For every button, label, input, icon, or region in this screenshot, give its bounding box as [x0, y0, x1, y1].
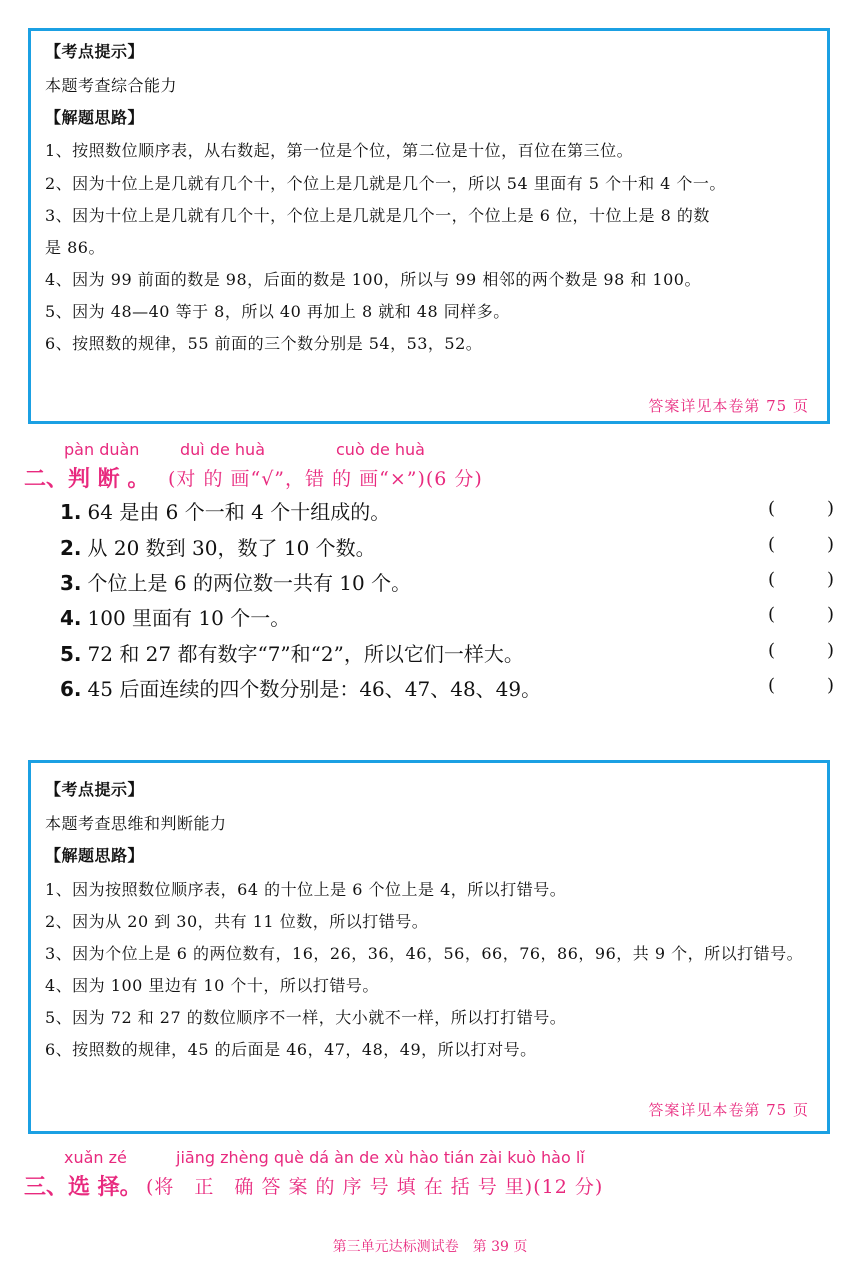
- idea-line: 是 86。: [45, 238, 105, 257]
- question-number: 1.: [60, 500, 82, 524]
- answer-blank[interactable]: [768, 604, 834, 625]
- idea-header: 【解题思路】: [45, 108, 145, 127]
- hint-text: 本题考查思维和判断能力: [45, 814, 227, 833]
- idea-line: 6、按照数的规律，55 前面的三个数分别是 54，53，52。: [45, 334, 483, 353]
- question-number: 6.: [60, 677, 82, 701]
- idea-line: 5、因为 48—40 等于 8，所以 40 再加上 8 就和 48 同样多。: [45, 302, 510, 321]
- paren-open: (: [768, 569, 776, 590]
- question-text: 45 后面连续的四个数分别是：46、47、48、49。: [87, 677, 542, 701]
- section-instruction: (将 正 确 答 案 的 序 号 填 在 括 号 里)(12 分): [146, 1176, 604, 1198]
- question-item: [60, 496, 390, 525]
- paren-open: (: [768, 640, 776, 661]
- question-number: 2.: [60, 536, 82, 560]
- idea-line: 4、因为 99 前面的数是 98，后面的数是 100，所以与 99 相邻的两个数是 98 和 100。: [45, 270, 701, 289]
- answer-blank[interactable]: [768, 675, 834, 696]
- paren-close: ): [826, 640, 834, 661]
- paren-close: ): [826, 569, 834, 590]
- paren-open: (: [768, 604, 776, 625]
- pinyin-instruction: jiāng zhèng què dá àn de xù hào tián zài kuò hào lǐ: [176, 1148, 585, 1167]
- hint-box-2: [28, 760, 830, 1134]
- paren-close: ): [826, 534, 834, 555]
- idea-line: 3、因为十位上是几就有几个十，个位上是几就是几个一，个位上是 6 位，十位上是 8 的数: [45, 206, 710, 225]
- question-text: 从 20 数到 30，数了 10 个数。: [87, 536, 376, 560]
- hint-box-1: [28, 28, 830, 424]
- section-title: 二、判 断 。: [24, 466, 150, 492]
- answer-blank[interactable]: [768, 640, 834, 661]
- idea-line: 3、因为个位上是 6 的两位数有，16，26，36，46，56，66，76，86，96，共 9 个，所以打错号。: [45, 944, 804, 963]
- question-item: [60, 638, 524, 667]
- pinyin-cuo-de-hua: cuò de huà: [336, 440, 425, 459]
- answer-reference: 答案详见本卷第 75 页: [648, 397, 809, 415]
- paren-open: (: [768, 675, 776, 696]
- idea-line: 2、因为从 20 到 30，共有 11 位数，所以打错号。: [45, 912, 429, 931]
- section-title: 三、选 择。: [24, 1174, 142, 1200]
- question-item: [60, 602, 290, 631]
- answer-blank[interactable]: [768, 534, 834, 555]
- answer-reference: 答案详见本卷第 75 页: [648, 1101, 809, 1119]
- idea-line: 5、因为 72 和 27 的数位顺序不一样，大小就不一样，所以打打错号。: [45, 1008, 567, 1027]
- answer-blank[interactable]: [768, 569, 834, 590]
- idea-line: 4、因为 100 里边有 10 个十，所以打错号。: [45, 976, 379, 995]
- hint-text: 本题考查综合能力: [45, 76, 178, 95]
- hint-header: 【考点提示】: [45, 780, 145, 799]
- pinyin-xuan-ze: xuǎn zé: [64, 1148, 127, 1167]
- question-text: 72 和 27 都有数字“7”和“2”，所以它们一样大。: [87, 642, 524, 666]
- idea-line: 6、按照数的规律，45 的后面是 46，47，48，49，所以打对号。: [45, 1040, 537, 1059]
- page-footer: 第三单元达标测试卷 第 39 页: [332, 1239, 528, 1255]
- question-text: 100 里面有 10 个一。: [87, 606, 291, 630]
- paren-close: ): [826, 604, 834, 625]
- question-number: 4.: [60, 606, 82, 630]
- question-item: [60, 567, 411, 596]
- idea-line: 1、因为按照数位顺序表，64 的十位上是 6 个位上是 4，所以打错号。: [45, 880, 567, 899]
- section-instruction: (对 的 画“√”，错 的 画“×”)(6 分): [168, 468, 483, 490]
- question-text: 64 是由 6 个一和 4 个十组成的。: [87, 500, 391, 524]
- answer-blank[interactable]: [768, 498, 834, 519]
- idea-header: 【解题思路】: [45, 846, 145, 865]
- question-text: 个位上是 6 的两位数一共有 10 个。: [87, 571, 412, 595]
- question-number: 3.: [60, 571, 82, 595]
- idea-line: 1、按照数位顺序表，从右数起，第一位是个位，第二位是十位，百位在第三位。: [45, 141, 634, 160]
- paren-open: (: [768, 534, 776, 555]
- hint-header: 【考点提示】: [45, 42, 145, 61]
- question-item: [60, 673, 541, 702]
- idea-line: 2、因为十位上是几就有几个十，个位上是几就是几个一，所以 54 里面有 5 个十和 4 个一。: [45, 174, 726, 193]
- question-number: 5.: [60, 642, 82, 666]
- paren-close: ): [826, 498, 834, 519]
- question-item: [60, 532, 376, 561]
- pinyin-pan-duan: pàn duàn: [64, 440, 140, 459]
- paren-close: ): [826, 675, 834, 696]
- paren-open: (: [768, 498, 776, 519]
- pinyin-dui-de-hua: duì de huà: [180, 440, 265, 459]
